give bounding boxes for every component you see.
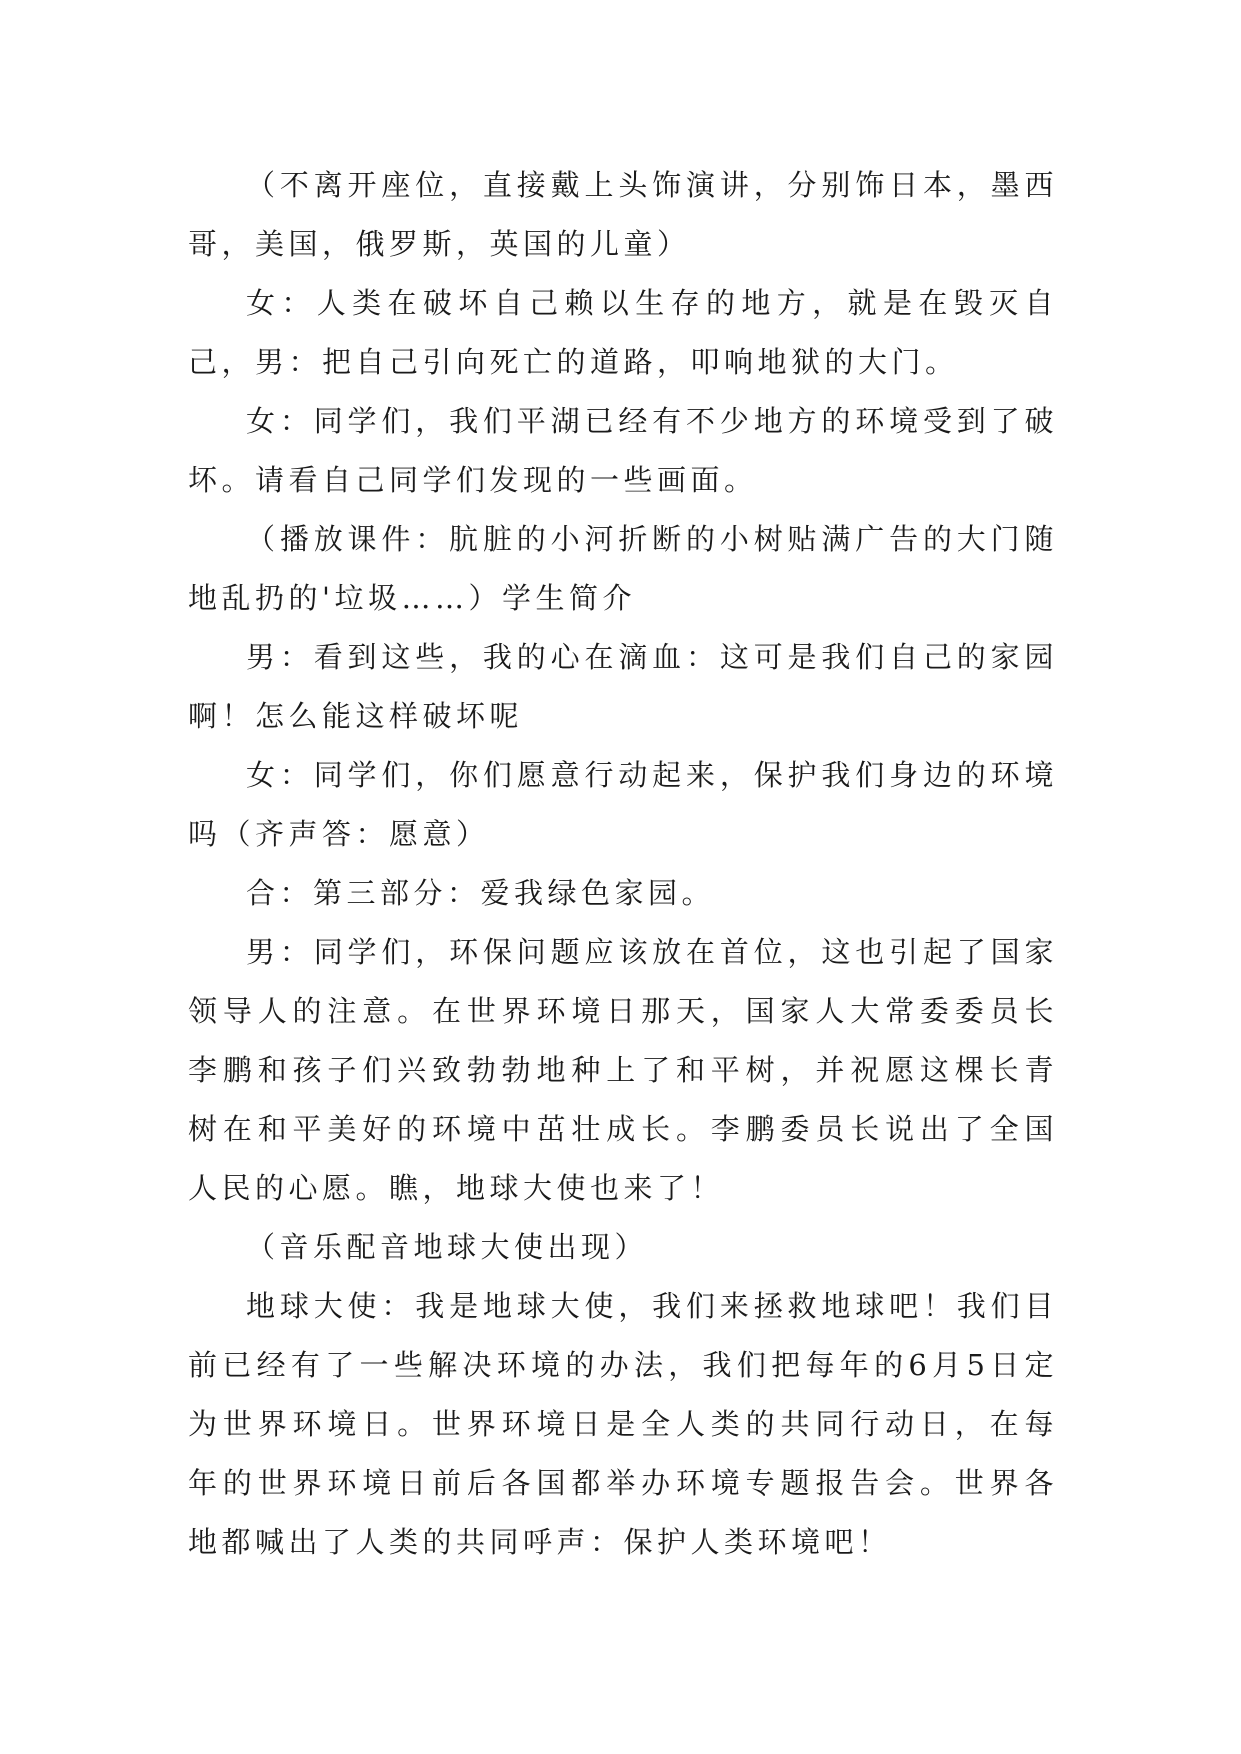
paragraph-section-three: 合：第三部分：爱我绿色家园。: [246, 876, 716, 910]
paragraph-dialogue-take-action: 女：同学们，你们愿意行动起来，保护我们身边的环境吗（齐声答：愿意）: [188, 758, 1058, 851]
paragraph-dialogue-destroy-home: 女：人类在破坏自己赖以生存的地方，就是在毁灭自己，男：把自己引向死亡的道路，叩响地狱的大门。: [188, 286, 1058, 379]
paragraph-earth-ambassador: 地球大使：我是地球大使，我们来拯救地球吧！我们目前已经有了一些解决环境的办法，我们把每年的6月5日定为世界环境日。世界环境日是全人类的共同行动日，在每年的世界环境日前后各国都举办环境专题报告会。世界各地都喊出了人类的共同呼声：保护人类环境吧！: [188, 1289, 1058, 1559]
document-body: [188, 156, 1058, 1572]
paragraph-dialogue-pinghu: 女：同学们，我们平湖已经有不少地方的环境受到了破坏。请看自己同学们发现的一些画面。: [188, 404, 1058, 497]
paragraph-stage-direction-costumes: （不离开座位，直接戴上头饰演讲，分别饰日本，墨西哥，美国，俄罗斯，英国的儿童）: [188, 168, 1058, 261]
paragraph-stage-direction-music: （音乐配音地球大使出现）: [246, 1230, 649, 1264]
paragraph-dialogue-heart-bleeds: 男：看到这些，我的心在滴血：这可是我们自己的家园啊！怎么能这样破坏呢: [188, 640, 1058, 733]
paragraph-dialogue-leaders: 男：同学们，环保问题应该放在首位，这也引起了国家领导人的注意。在世界环境日那天，国家人大常委委员长李鹏和孩子们兴致勃勃地种上了和平树，并祝愿这棵长青树在和平美好的环境中茁壮成长。李鹏委员长说出了全国人民的心愿。瞧，地球大使也来了！: [188, 935, 1058, 1205]
paragraph-stage-direction-slides: （播放课件：肮脏的小河折断的小树贴满广告的大门随地乱扔的'垃圾……）学生简介: [188, 522, 1058, 615]
